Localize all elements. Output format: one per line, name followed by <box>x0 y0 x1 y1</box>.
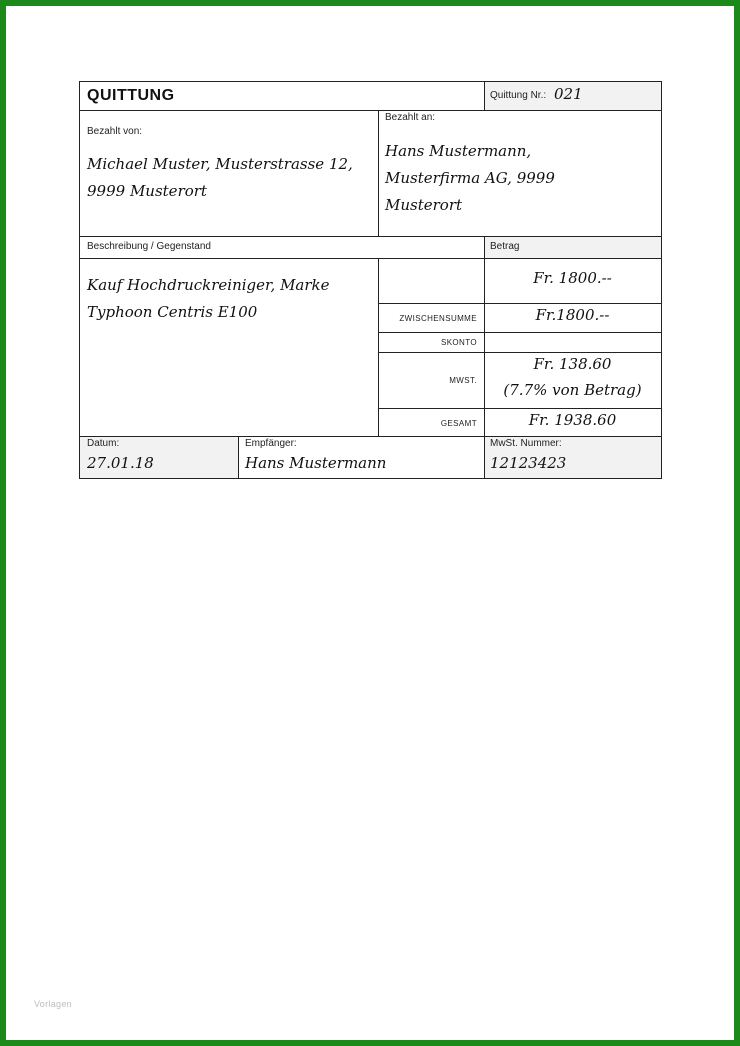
receipt-number-label: Quittung Nr.: <box>490 90 547 101</box>
subtotal-value: Fr.1800.-- <box>535 306 610 324</box>
vat-number-label: MwSt. Nummer: <box>490 438 562 449</box>
total-value: Fr. 1938.60 <box>528 411 617 429</box>
receipt-form <box>79 81 662 479</box>
description-value: Kauf Hochdruckreiniger, Marke Typhoon Centris E100 <box>87 276 330 321</box>
receipt-title: QUITTUNG <box>87 87 175 104</box>
receipt-number-value: 021 <box>554 85 583 103</box>
vat-note: (7.7% von Betrag) <box>503 381 642 399</box>
description-label: Beschreibung / Gegenstand <box>87 241 211 252</box>
vat-value: Fr. 138.60 <box>533 355 612 373</box>
vat-number-value: 12123423 <box>490 454 567 472</box>
paid-by-value: Michael Muster, Musterstrasse 12, 9999 Musterort <box>87 155 353 200</box>
paid-to-label: Bezahlt an: <box>385 112 436 123</box>
vat-label: MWST. <box>449 376 477 385</box>
subtotal-label: ZWISCHENSUMME <box>399 314 477 323</box>
footer-brand: Vorlagen <box>34 999 72 1009</box>
amount-label: Betrag <box>490 241 520 252</box>
total-label: GESAMT <box>440 419 477 428</box>
paid-to-value: Hans Mustermann, Musterfirma AG, 9999 Musterort <box>385 142 555 214</box>
recipient-value: Hans Mustermann <box>245 454 387 472</box>
line-amount-value: Fr. 1800.-- <box>533 269 612 287</box>
discount-label: SKONTO <box>440 338 477 347</box>
recipient-label: Empfänger: <box>245 438 297 449</box>
date-label: Datum: <box>87 438 120 449</box>
date-value: 27.01.18 <box>87 454 154 472</box>
paid-by-label: Bezahlt von: <box>87 126 143 137</box>
